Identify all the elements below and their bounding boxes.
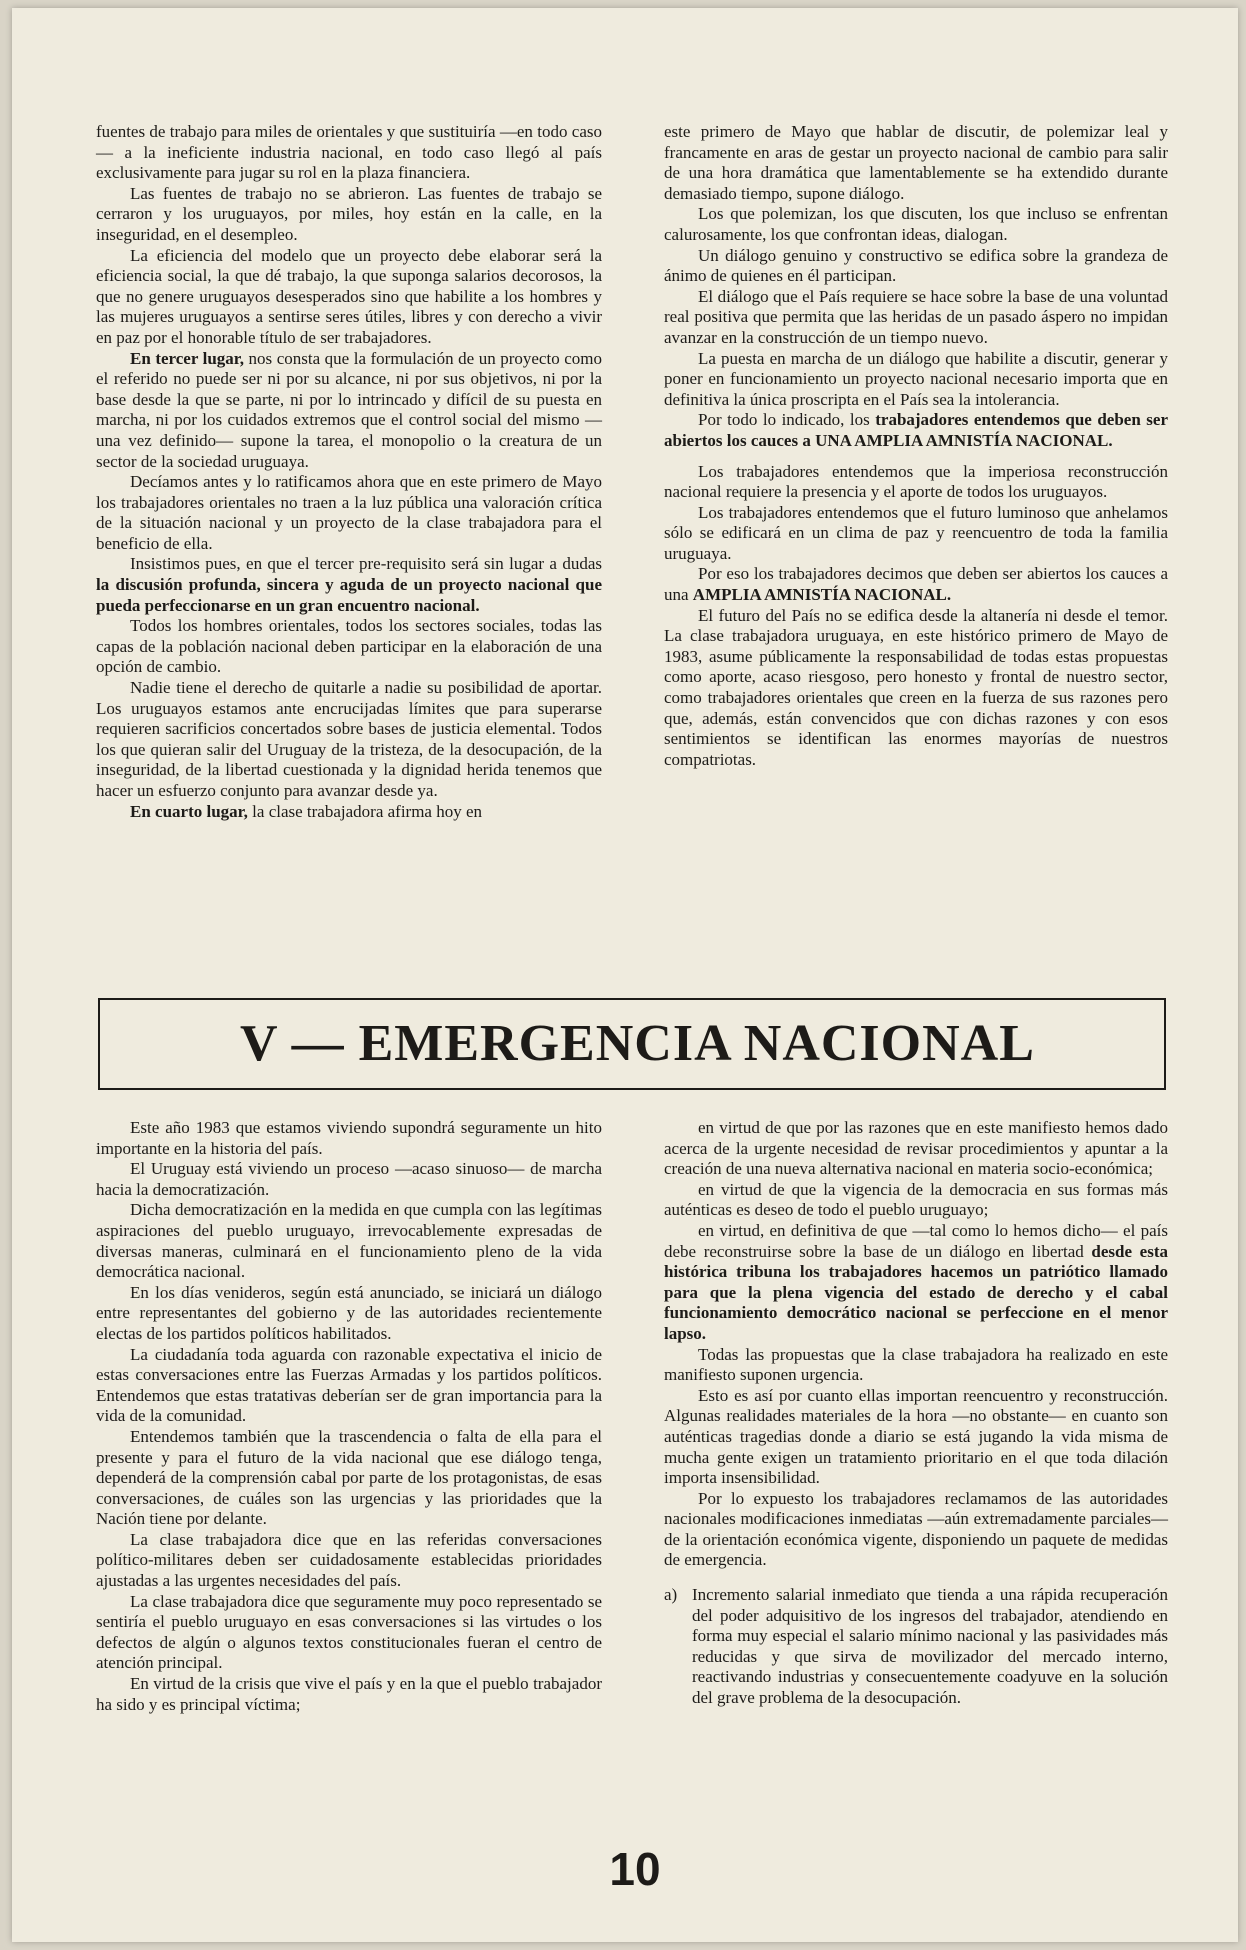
bold-emphasis: AMPLIA AMNISTÍA NACIONAL. xyxy=(692,585,952,605)
paragraph: fuentes de trabajo para miles de orientales y que sustituiría —en todo caso— a la ineficiente industria nacional, en todo caso llegó al país exclusivamente para jugar su rol en la plaza financiera. xyxy=(96,122,602,183)
bold-lead: En tercer lugar, xyxy=(130,348,245,368)
paragraph: Los trabajadores entendemos que el futuro luminoso que anhelamos sólo se edificará en un clima de paz y reencuentro de toda la familia uruguaya. xyxy=(664,502,1168,563)
paragraph xyxy=(664,1221,1168,1345)
paragraph: Entendemos también que la trascendencia o falta de ella para el presente y para el futuro de la vida nacional que ese diálogo tenga, dependerá de la comprensión cabal por parte de los protagonistas, de esas conversaciones, de cuáles son las urgencias y las prioridades que la Nación tiene por delante. xyxy=(96,1426,602,1529)
paragraph: Los trabajadores entendemos que la imperiosa reconstrucción nacional requiere la presencia y el aporte de todos los uruguayos. xyxy=(664,461,1168,502)
paragraph: La clase trabajadora dice que seguramente muy poco representado se sentiría el pueblo uruguayo en esas conversaciones si las virtudes o los defectos de algún o algunos textos constitucionales fueran el centro de atención principal. xyxy=(96,1591,602,1673)
paragraph: Decíamos antes y lo ratificamos ahora que en este primero de Mayo los trabajadores orientales no traen a la luz pública una valoración crítica de la situación nacional y un proyecto de la clase trabajadora para el beneficio de ella. xyxy=(96,472,602,553)
paragraph: en virtud de que la vigencia de la democracia en sus formas más auténticas es deseo de todo el pueblo uruguayo; xyxy=(664,1179,1168,1220)
paragraph: El Uruguay está viviendo un proceso —acaso sinuoso— de marcha hacia la democratización. xyxy=(96,1159,602,1199)
list-text: Incremento salarial inmediato que tienda a una rápida recuperación del poder adquisitivo de los ingresos del trabajador, atendiendo en forma muy especial el salario mínimo nacional y las pasividades más reducidas y que sirva de movilizador del mercado interno, reactivando industrias y consecuentemente coadyuve en la solución del grave problema de la desocupación. xyxy=(692,1585,1168,1708)
paragraph xyxy=(96,802,602,823)
bold-emphasis: la discusión profunda, sincera y aguda de un proyecto nacional que pueda perfeccionarse en un gran encuentro nacional. xyxy=(96,575,602,615)
section-heading-box xyxy=(98,998,1166,1090)
paragraph: La clase trabajadora dice que en las referidas conversaciones político-militares deben ser cuidadosamente establecidas prioridades ajustadas a las urgentes necesidades del país. xyxy=(96,1529,602,1591)
paragraph: En los días venideros, según está anunciado, se iniciará un diálogo entre representantes del gobierno y de las autoridades recientemente electas de los partidos políticos habilitados. xyxy=(96,1282,602,1343)
column-bottom-right xyxy=(664,1118,1168,1709)
bold-emphasis: trabajadores entendemos que deben ser abiertos los cauces a UNA AMPLIA AMNISTÍA NACIONAL. xyxy=(664,410,1168,450)
paragraph: La ciudadanía toda aguarda con razonable expectativa el inicio de estas conversaciones entre las Fuerzas Armadas y los partidos políticos. Entendemos que estas tratativas deberían ser de gran importancia para la vida de la comunidad. xyxy=(96,1344,602,1426)
paragraph: El diálogo que el País requiere se hace sobre la base de una voluntad real positiva que permita que las heridas de un pasado áspero no impidan avanzar en la construcción de un tiempo nuevo. xyxy=(664,286,1168,347)
paragraph: La puesta en marcha de un diálogo que habilite a discutir, generar y poner en funcionamiento un proyecto nacional necesario importa que en definitiva la única proscripta en el País sea la intolerancia. xyxy=(664,348,1168,409)
column-top-left xyxy=(96,122,602,822)
paragraph-text: la clase trabajadora afirma hoy en xyxy=(247,801,483,821)
list-label: a) xyxy=(664,1585,678,1605)
paragraph: La eficiencia del modelo que un proyecto debe elaborar será la eficiencia social, la que dé trabajo, la que suponga salarios decorosos, la que no genere uruguayos desesperados sino que habilite a los hombres y las mujeres uruguayos a sentirse seres útiles, libres y con derecho a vivir en paz por el honorable título de ser trabajadores. xyxy=(96,245,602,347)
list-item-a xyxy=(664,1585,1168,1709)
paragraph: Todos los hombres orientales, todos los sectores sociales, todas las capas de la población nacional deben participar en la elaboración de una opción de cambio. xyxy=(96,616,602,677)
paragraph: Nadie tiene el derecho de quitarle a nadie su posibilidad de aportar. Los uruguayos estamos ante encrucijadas límites que para superarse requieren sacrificios concertados sobre bases de justicia elemental. Todos los que quieran salir del Uruguay de la tristeza, de la desocupación, de la inseguridad, de la libertad cuestionada y la dignidad herida tenemos que hacer un esfuerzo conjunto para avanzar desde ya. xyxy=(96,678,602,800)
bold-emphasis: desde esta histórica tribuna los trabajadores hacemos un patriótico llamado para que la plena vigencia del estado de derecho y el cabal funcionamiento democrático nacional se perfeccione en el menor lapso. xyxy=(664,1241,1168,1343)
paragraph: Este año 1983 que estamos viviendo supondrá seguramente un hito importante en la historia del país. xyxy=(96,1118,602,1158)
paragraph-text: en virtud, en definitiva de que —tal como lo hemos dicho— el país debe reconstruirse sobre la base de un diálogo en libertad xyxy=(664,1220,1168,1261)
paragraph-text: Insistimos pues, en que el tercer pre-requisito será sin lugar a dudas xyxy=(130,554,602,574)
column-top-right xyxy=(664,122,1168,770)
paragraph xyxy=(664,410,1168,451)
bold-lead: En cuarto lugar, xyxy=(130,801,248,821)
document-page xyxy=(12,8,1238,1942)
page-number: 10 xyxy=(609,1843,661,1895)
paragraph: Por lo expuesto los trabajadores reclamamos de las autoridades nacionales modificaciones inmediatas —aún extremadamente parciales— de la orientación económica vigente, disponiendo un paquete de medidas de emergencia. xyxy=(664,1488,1168,1570)
paragraph: Un diálogo genuino y constructivo se edifica sobre la grandeza de ánimo de quienes en él participan. xyxy=(664,245,1168,286)
paragraph: en virtud de que por las razones que en este manifiesto hemos dado acerca de la urgente necesidad de revisar procedimientos y apuntar a la creación de una nueva alternativa nacional en materia socio-económica; xyxy=(664,1118,1168,1179)
paragraph-text: nos consta que la formulación de un proyecto como el referido no puede ser ni por su alcance, ni por sus objetivos, ni por la base desde la que se parte, ni por lo intrincado y difícil de su puesta en marcha, ni por los cuidados extremos que el control social del mismo —una vez definido— supone la tarea, el monopolio o la creatura de un sector de la sociedad uruguaya. xyxy=(96,348,602,471)
paragraph xyxy=(96,349,602,473)
paragraph-text: Por eso los trabajadores decimos que deben ser abiertos los cauces a una xyxy=(664,564,1168,605)
paragraph: Dicha democratización en la medida en que cumpla con las legítimas aspiraciones del pueblo uruguayo, irrevocablemente expresadas de diversas maneras, culminará en el funcionamiento pleno de la vida democrática nacional. xyxy=(96,1200,602,1282)
section-heading: V — EMERGENCIA NACIONAL xyxy=(240,1015,1035,1072)
paragraph: este primero de Mayo que hablar de discutir, de polemizar leal y francamente en aras de gestar un proyecto nacional de cambio para salir de una hora dramática que lamentablemente se ha extendido durante demasiado tiempo, supone diálogo. xyxy=(664,122,1168,203)
paragraph: Todas las propuestas que la clase trabajadora ha realizado en este manifiesto suponen urgencia. xyxy=(664,1344,1168,1385)
paragraph: En virtud de la crisis que vive el país y en la que el pueblo trabajador ha sido y es principal víctima; xyxy=(96,1674,602,1714)
paragraph xyxy=(664,564,1168,605)
paragraph: Las fuentes de trabajo no se abrieron. Las fuentes de trabajo se cerraron y los uruguayos, por miles, hoy están en la calle, en la inseguridad, en el desempleo. xyxy=(96,183,602,244)
column-bottom-left xyxy=(96,1118,602,1715)
paragraph-text: Por todo lo indicado, los xyxy=(698,410,876,430)
paragraph xyxy=(96,554,602,616)
paragraph: Los que polemizan, los que discuten, los que incluso se enfrentan calurosamente, los que confrontan ideas, dialogan. xyxy=(664,204,1168,244)
paragraph: Esto es así por cuanto ellas importan reencuentro y reconstrucción. Algunas realidades materiales de la hora —no obstante— en cuanto son auténticas tragedias donde a diario se está jugando la vida misma de mucha gente exigen un tratamiento prioritario en el que toda dilación importa insensibilidad. xyxy=(664,1385,1168,1488)
paragraph: El futuro del País no se edifica desde la altanería ni desde el temor. La clase trabajadora uruguaya, en este histórico primero de Mayo de 1983, asume públicamente la responsabilidad de todas estas propuestas como aporte, acaso riesgoso, pero honesto y frontal de nuestro sector, como trabajadores orientales que creen en la fuerza de sus razones pero que, además, están convencidos que con dichas razones y con esos sentimientos se identifican las enormes mayorías de nuestros compatriotas. xyxy=(664,605,1168,769)
